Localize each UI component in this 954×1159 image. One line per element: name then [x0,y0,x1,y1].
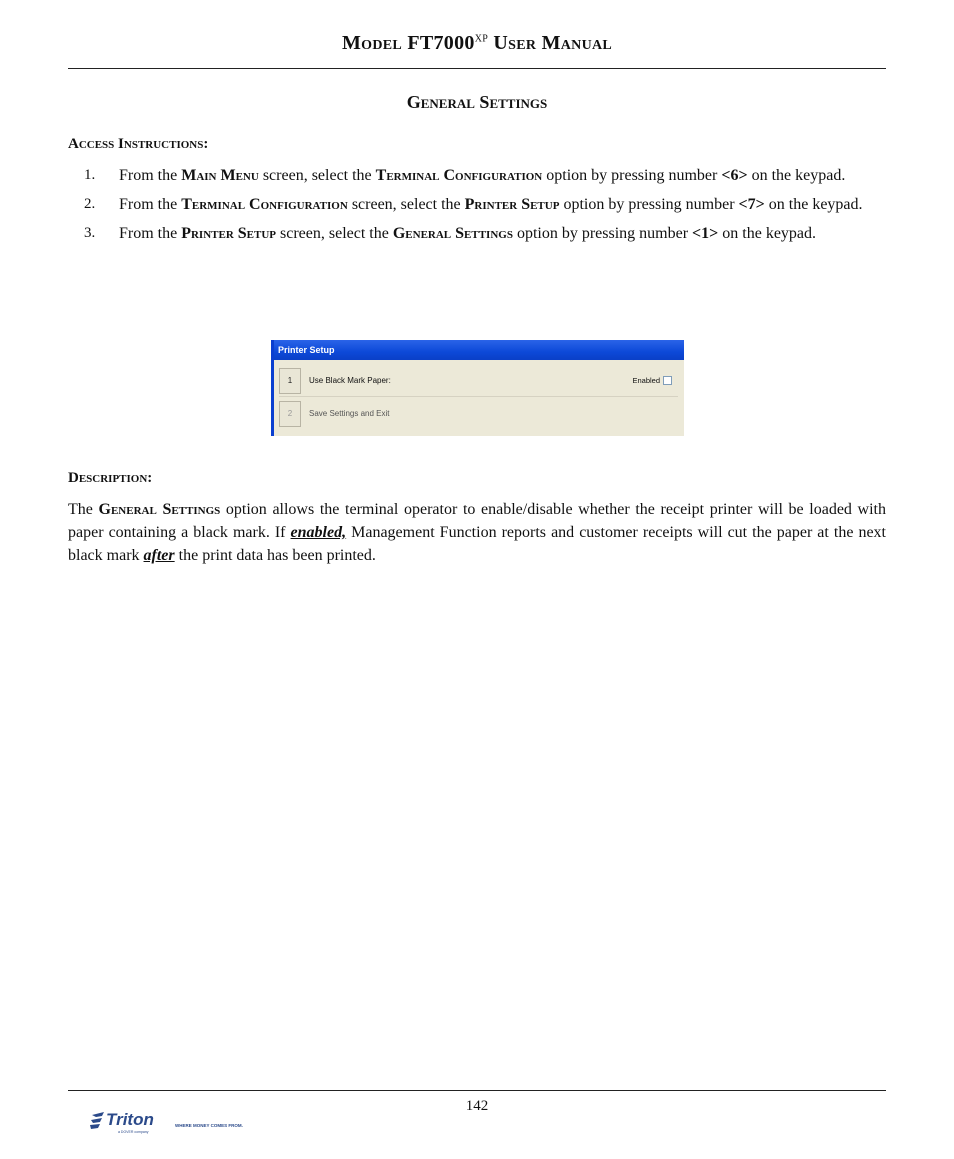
svg-text:WHERE MONEY COMES FROM.: WHERE MONEY COMES FROM. [175,1123,243,1128]
step-text-part: on the keypad. [718,225,817,242]
svg-text:a DOVER company: a DOVER company [118,1130,149,1134]
header-model: Model [341,32,403,54]
step-text-part: on the keypad. [747,167,846,184]
step-text [119,193,886,216]
footer-rule [68,1090,886,1091]
triton-logo [90,1107,260,1137]
step-text-part: From the [119,167,182,184]
option-2-button[interactable]: 2 [279,401,301,427]
desc-text-part: Management Function reports and customer receipts will cut the paper at the next black mark [68,524,886,564]
screenshot-titlebar: Printer Setup [274,340,684,360]
desc-text-part: option allows the terminal operator to enable/disable whether the receipt printer will be loaded with paper containing a black mark. If [68,501,886,541]
step-option-name: General Settings [392,225,513,242]
step-screen-name: Terminal Configuration [181,196,348,213]
header-user-manual: User Manual [493,32,613,54]
description-paragraph [68,498,886,567]
steps-list [68,164,886,251]
step-screen-name: Main Menu [181,167,259,184]
step-text-part: option by pressing number [512,225,693,242]
step-text-part: screen, select the [276,225,393,242]
desc-text-part: The [68,501,99,518]
step-key: <1> [692,225,719,242]
step-number: 1. [84,167,96,183]
step-screen-name: Printer Setup [181,225,277,242]
step-number: 2. [84,196,96,212]
step-key: <7> [738,196,765,213]
step-text [119,222,886,245]
enabled-label: Enabled [632,376,660,385]
screenshot-row-save [279,401,678,429]
step-text-part: option by pressing number [559,196,739,213]
step-text-part: From the [119,225,182,242]
save-settings-label: Save Settings and Exit [309,409,390,418]
logo-mark-icon [90,1112,104,1129]
header-rule [68,68,886,69]
desc-text-part: the print data has been printed. [174,547,376,564]
option-1-button[interactable]: 1 [279,368,301,394]
page-header-title [0,32,954,55]
page-number: 142 [465,1098,489,1114]
step-text-part: on the keypad. [764,196,863,213]
step-option-name: Printer Setup [464,196,560,213]
step-text-part: From the [119,196,182,213]
step-item [68,193,886,216]
step-item [68,164,886,187]
description-heading: Description: [68,470,153,486]
step-option-name: Terminal Configuration [375,167,543,184]
screenshot-row-black-mark [279,368,678,397]
step-text-part: option by pressing number [542,167,722,184]
header-model-code: FT7000 [407,32,475,54]
step-text-part: screen, select the [258,167,376,184]
header-model-superscript: XP [474,33,489,45]
enabled-checkbox[interactable] [663,376,672,385]
step-key: <6> [721,167,748,184]
access-instructions-heading: Access Instructions: [68,136,209,152]
step-text-part: screen, select the [347,196,465,213]
black-mark-label: Use Black Mark Paper: [309,376,391,385]
printer-setup-screenshot [271,340,684,436]
desc-emphasis-after: after [143,547,175,564]
step-item [68,222,886,245]
desc-option-name: General Settings [98,501,221,518]
step-text [119,164,886,187]
desc-emphasis-enabled: enabled, [290,524,347,541]
svg-text:Triton: Triton [106,1110,154,1129]
section-title: General Settings [406,92,548,112]
step-number: 3. [84,225,96,241]
